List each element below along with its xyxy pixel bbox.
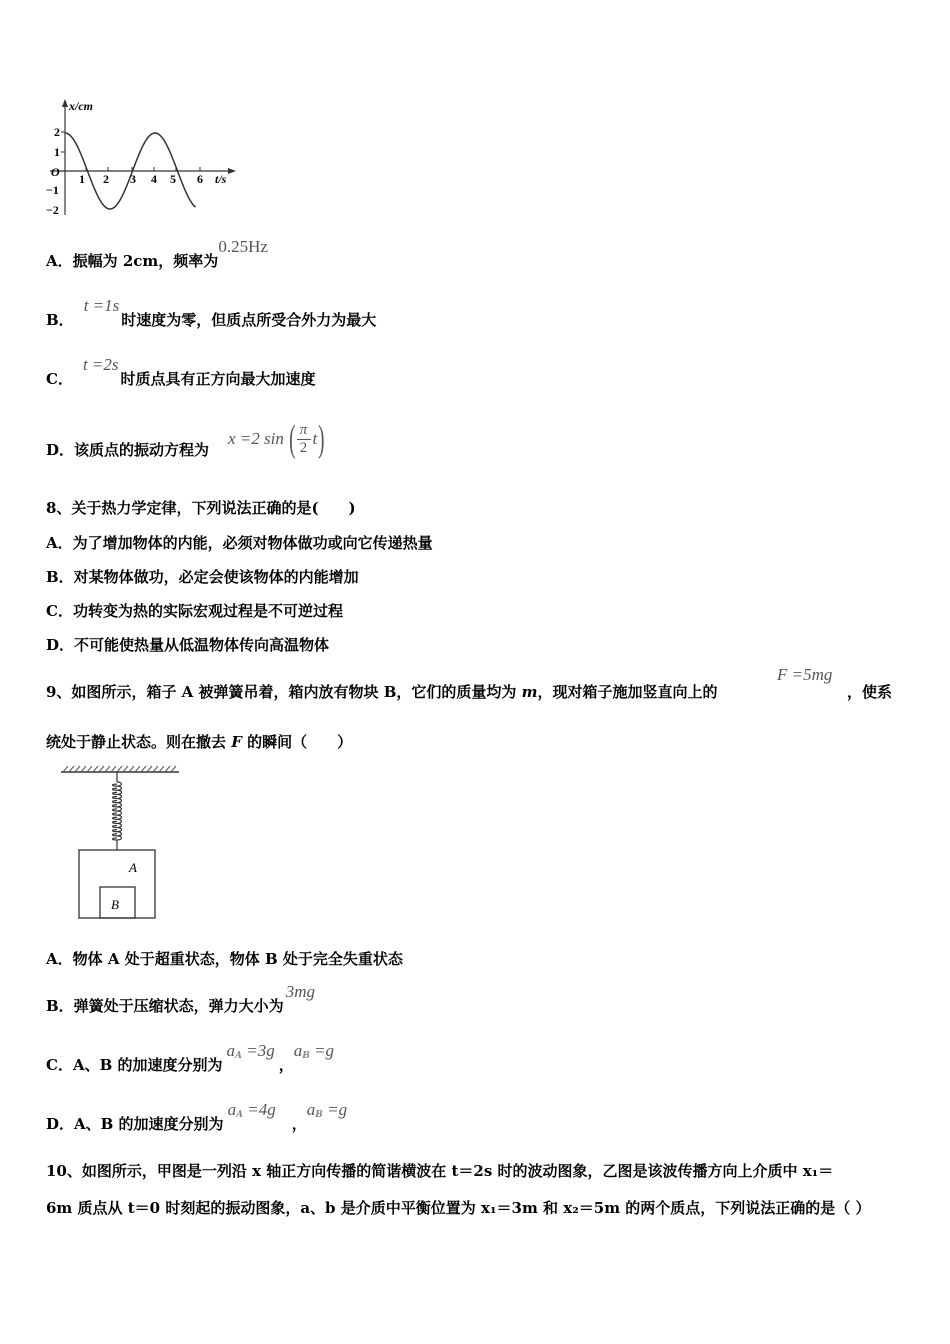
y-axis-label: x/cm — [69, 99, 93, 113]
q8-option-a: A．为了增加物体的内能，必须对物体做功或向它传递热量 — [46, 534, 433, 552]
q7-d-paren-right: ) — [318, 418, 325, 460]
q7-d-math-t: t — [312, 429, 318, 448]
q7-d-equation — [228, 416, 328, 462]
q7-c-label: C． — [46, 370, 73, 388]
q9-stem-line2 — [46, 731, 352, 752]
q9-c-val2: =g — [309, 1041, 335, 1060]
x-tick-4: 4 — [151, 172, 157, 186]
q8-stem: 8、关于热力学定律，下列说法正确的是( ) — [46, 499, 356, 517]
q9-option-a: A．物体 A 处于超重状态，物体 B 处于完全失重状态 — [46, 950, 403, 968]
q9-d-val2: =g — [322, 1100, 348, 1119]
q7-d-math-lhs: x =2 sin — [228, 429, 284, 448]
vibration-graph — [40, 95, 240, 220]
q8-option-d: D．不可能使热量从低温物体传向高温物体 — [46, 636, 330, 654]
q9-stem-line2a: 统处于静止状态。则在撤去 — [46, 733, 232, 751]
y-tick-neg2: −2 — [46, 203, 59, 217]
origin-label: O — [51, 165, 60, 179]
q9-option-c — [46, 1041, 335, 1075]
q9-d-a1: a — [227, 1100, 237, 1119]
x-axis-arrow — [228, 168, 236, 174]
q9-stem-part3: ，使系 — [847, 683, 893, 701]
q9-option-b — [46, 982, 315, 1016]
q9-c-sep: ， — [278, 1056, 294, 1074]
q9-b-text: B．弹簧处于压缩状态，弹力大小为 — [46, 997, 284, 1015]
q7-d-math-den: 2 — [299, 439, 308, 456]
q7-b-math: t =1s — [83, 296, 120, 315]
q9-stem-F: F — [231, 733, 242, 751]
y-axis-arrow — [62, 99, 68, 107]
q9-c-a1: a — [226, 1041, 235, 1060]
q10-line1: 10、如图所示，甲图是一列沿 x 轴正方向传播的简谐横波在 t＝2s 时的波动图象，乙图是该波传播方向上介质中 x₁＝ — [46, 1162, 834, 1180]
y-tick-1: 1 — [54, 145, 60, 159]
block-b-label: B — [111, 897, 119, 912]
q9-c-a2: a — [293, 1041, 303, 1060]
x-tick-3: 3 — [130, 172, 136, 186]
q8-option-b: B．对某物体做功，必定会使该物体的内能增加 — [46, 568, 359, 586]
q9-c-val1: =3g — [241, 1041, 275, 1060]
q9-d-sub1: A — [236, 1110, 244, 1120]
q7-a-text: 振幅为 2cm，频率为 — [72, 252, 219, 270]
q9-c-sub1: A — [234, 1051, 242, 1061]
q9-stem-line2b: 的瞬间（ ） — [241, 733, 353, 751]
q7-option-a — [46, 237, 268, 271]
q10-line2: 6m 质点从 t＝0 时刻起的振动图象，a、b 是介质中平衡位置为 x₁＝3m 和 x₂＝5m 的两个质点，下列说法正确的是（ ） — [46, 1199, 871, 1217]
q7-a-math: 0.25Hz — [218, 237, 268, 256]
q9-d-sep: ， — [291, 1115, 307, 1133]
q8-option-c: C．功转变为热的实际宏观过程是不可逆过程 — [46, 602, 343, 620]
x-axis-label: t/s — [215, 172, 227, 186]
ceiling-hatch — [63, 766, 176, 772]
x-tick-6: 6 — [197, 172, 203, 186]
x-tick-5: 5 — [170, 172, 176, 186]
q9-stem-line1 — [46, 681, 718, 702]
spring-coil — [113, 782, 122, 840]
q9-stem-m: m — [521, 683, 538, 701]
x-tick-1: 1 — [79, 172, 85, 186]
q7-option-b — [46, 296, 377, 330]
q7-d-fraction — [297, 422, 311, 457]
q9-stem-part1: 9、如图所示，箱子 A 被弹簧吊着，箱内放有物块 B，它们的质量均为 — [46, 683, 522, 701]
spring-box-figure — [55, 764, 185, 924]
q7-b-text: 时速度为零，但质点所受合外力为最大 — [121, 311, 377, 329]
x-tick-2: 2 — [103, 172, 109, 186]
q9-d-text: D．A、B 的加速度分别为 — [46, 1115, 224, 1133]
q7-a-label: A． — [46, 252, 73, 270]
q9-stem-math: F =5mg — [777, 665, 833, 684]
q9-c-text: C．A、B 的加速度分别为 — [46, 1056, 223, 1074]
y-tick-2: 2 — [54, 125, 60, 139]
q7-d-label: D． — [46, 441, 75, 459]
q7-c-math: t =2s — [82, 355, 119, 374]
q7-option-d — [46, 439, 209, 460]
q9-d-val1: =4g — [243, 1100, 276, 1119]
y-tick-neg1: −1 — [46, 183, 59, 197]
q7-b-label: B． — [46, 311, 74, 329]
q9-c-sub2: B — [302, 1051, 310, 1061]
q9-b-math: 3mg — [285, 982, 315, 1001]
tick-marks — [61, 132, 200, 171]
box-a-label: A — [129, 860, 137, 875]
x-ticks — [79, 172, 203, 186]
q9-option-d — [46, 1100, 348, 1134]
q7-d-text: 该质点的振动方程为 — [74, 441, 210, 459]
q9-d-a2: a — [306, 1100, 316, 1119]
q9-stem-part2: ，现对箱子施加竖直向上的 — [537, 683, 718, 701]
q7-c-text: 时质点具有正方向最大加速度 — [120, 370, 316, 388]
q7-d-math-num: π — [299, 421, 308, 438]
q7-option-c — [46, 355, 316, 389]
q7-d-paren-left: ( — [289, 418, 296, 460]
q9-d-sub2: B — [315, 1110, 323, 1120]
